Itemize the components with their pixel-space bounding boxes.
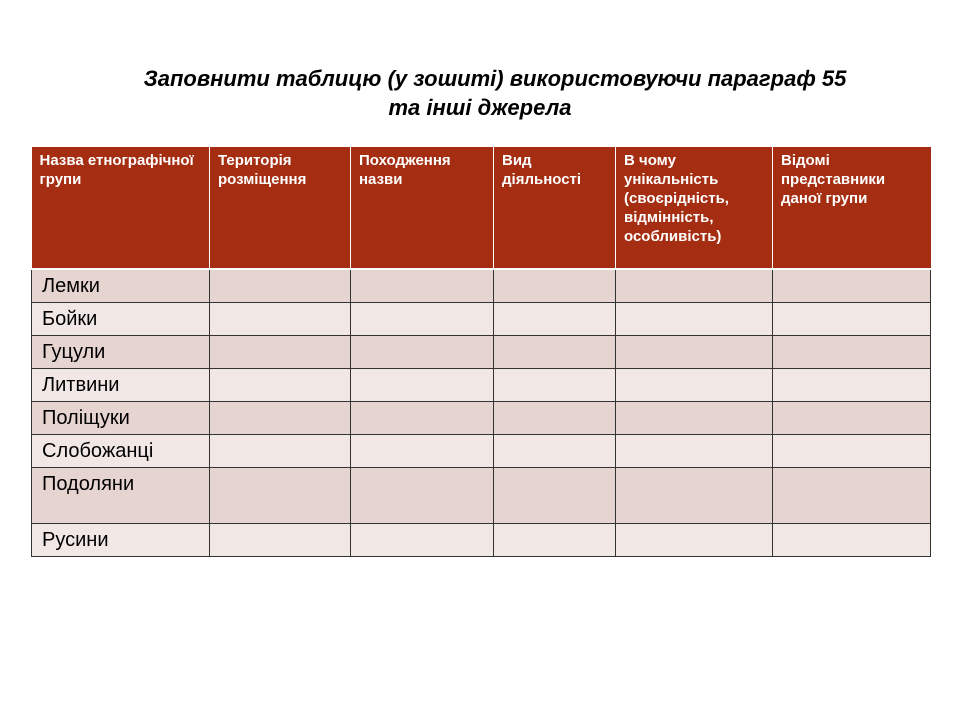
- table-row: [32, 401, 931, 434]
- header-name-origin: Походження назви: [351, 147, 494, 269]
- empty-cell[interactable]: [494, 434, 616, 467]
- slide-title: [0, 64, 960, 122]
- header-activity: Вид діяльності: [494, 147, 616, 269]
- table-header-row: [32, 147, 931, 269]
- empty-cell[interactable]: [210, 523, 351, 556]
- empty-cell[interactable]: [210, 467, 351, 523]
- empty-cell[interactable]: [616, 335, 773, 368]
- row-label: Поліщуки: [32, 401, 210, 434]
- header-group-name: Назва етнографічної групи: [32, 147, 210, 269]
- empty-cell[interactable]: [351, 467, 494, 523]
- empty-cell[interactable]: [494, 401, 616, 434]
- empty-cell[interactable]: [351, 302, 494, 335]
- empty-cell[interactable]: [210, 302, 351, 335]
- empty-cell[interactable]: [494, 368, 616, 401]
- table-row: [32, 335, 931, 368]
- empty-cell[interactable]: [351, 335, 494, 368]
- table-row: [32, 269, 931, 302]
- empty-cell[interactable]: [773, 434, 931, 467]
- header-territory: Територія розміщення: [210, 147, 351, 269]
- table-row: [32, 467, 931, 523]
- empty-cell[interactable]: [494, 269, 616, 302]
- empty-cell[interactable]: [351, 434, 494, 467]
- table-row: [32, 368, 931, 401]
- empty-cell[interactable]: [351, 269, 494, 302]
- empty-cell[interactable]: [616, 269, 773, 302]
- empty-cell[interactable]: [351, 523, 494, 556]
- empty-cell[interactable]: [210, 368, 351, 401]
- empty-cell[interactable]: [494, 335, 616, 368]
- row-label: Слобожанці: [32, 434, 210, 467]
- empty-cell[interactable]: [351, 368, 494, 401]
- empty-cell[interactable]: [616, 434, 773, 467]
- row-label: Литвини: [32, 368, 210, 401]
- empty-cell[interactable]: [494, 302, 616, 335]
- empty-cell[interactable]: [773, 467, 931, 523]
- table-row: [32, 434, 931, 467]
- empty-cell[interactable]: [773, 368, 931, 401]
- empty-cell[interactable]: [616, 368, 773, 401]
- empty-cell[interactable]: [210, 269, 351, 302]
- empty-cell[interactable]: [210, 335, 351, 368]
- empty-cell[interactable]: [773, 302, 931, 335]
- row-label: Лемки: [32, 269, 210, 302]
- header-representatives: Відомі представники даної групи: [773, 147, 931, 269]
- table-row: [32, 302, 931, 335]
- empty-cell[interactable]: [351, 401, 494, 434]
- empty-cell[interactable]: [773, 401, 931, 434]
- slide-title-line-1: Заповнити таблицю (у зошиті) використовуючи параграф 55: [143, 66, 847, 91]
- header-uniqueness: В чому унікальність (своєрідність, відмінність, особливість): [616, 147, 773, 269]
- row-label: Русини: [32, 523, 210, 556]
- empty-cell[interactable]: [494, 467, 616, 523]
- empty-cell[interactable]: [616, 523, 773, 556]
- empty-cell[interactable]: [773, 335, 931, 368]
- row-label: Подоляни: [32, 467, 210, 523]
- row-label: Бойки: [32, 302, 210, 335]
- empty-cell[interactable]: [773, 269, 931, 302]
- empty-cell[interactable]: [616, 302, 773, 335]
- empty-cell[interactable]: [773, 523, 931, 556]
- empty-cell[interactable]: [210, 434, 351, 467]
- ethnographic-groups-table: [31, 147, 931, 557]
- empty-cell[interactable]: [494, 523, 616, 556]
- empty-cell[interactable]: [616, 467, 773, 523]
- row-label: Гуцули: [32, 335, 210, 368]
- slide-title-line-2: та інші джерела: [388, 95, 572, 120]
- empty-cell[interactable]: [210, 401, 351, 434]
- table-row: [32, 523, 931, 556]
- empty-cell[interactable]: [616, 401, 773, 434]
